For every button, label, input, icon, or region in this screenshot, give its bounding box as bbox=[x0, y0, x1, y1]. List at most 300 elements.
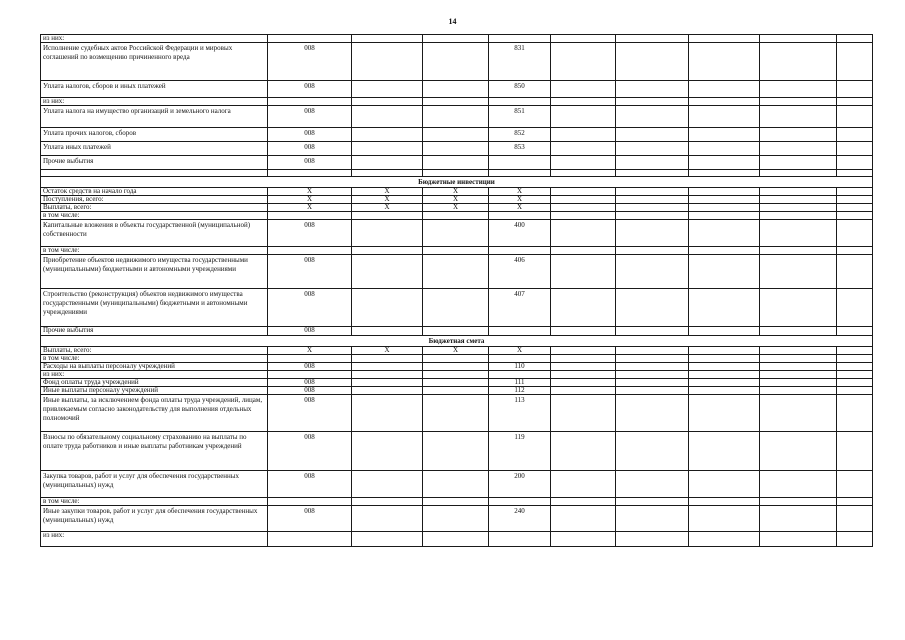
code-cell: 008 bbox=[268, 327, 352, 336]
value-cell bbox=[423, 170, 489, 177]
value-cell bbox=[551, 43, 616, 81]
value-cell bbox=[760, 98, 837, 106]
value-cell bbox=[423, 395, 489, 432]
value-cell bbox=[837, 347, 873, 355]
row-label-cell: Взносы по обязательному социальному страхованию на выплаты по оплате труда работников и иные выплаты работникам учреждений bbox=[41, 432, 268, 471]
value-cell bbox=[689, 156, 760, 170]
value-cell bbox=[551, 355, 616, 363]
value-cell bbox=[423, 247, 489, 255]
kbk-cell: 406 bbox=[489, 255, 551, 289]
value-cell bbox=[689, 220, 760, 247]
code-cell: X bbox=[268, 188, 352, 196]
kbk-cell bbox=[489, 212, 551, 220]
row-label-cell: Иные закупки товаров, работ и услуг для обеспечения государственных (муниципальных) нужд bbox=[41, 506, 268, 532]
value-cell bbox=[689, 188, 760, 196]
code-cell: 008 bbox=[268, 395, 352, 432]
row-label-cell: Выплаты, всего: bbox=[41, 347, 268, 355]
value-cell bbox=[616, 81, 689, 98]
kbk-cell: 831 bbox=[489, 43, 551, 81]
value-cell bbox=[689, 471, 760, 498]
value-cell bbox=[352, 220, 423, 247]
code-cell bbox=[268, 355, 352, 363]
code-cell: 008 bbox=[268, 128, 352, 142]
kbk-cell: 111 bbox=[489, 379, 551, 387]
table-row bbox=[41, 327, 873, 336]
row-label-cell: Уплата налога на имущество организаций и земельного налога bbox=[41, 106, 268, 128]
kbk-cell: 851 bbox=[489, 106, 551, 128]
value-cell bbox=[760, 347, 837, 355]
value-cell bbox=[551, 255, 616, 289]
value-cell: X bbox=[352, 196, 423, 204]
row-label-cell: из них: bbox=[41, 532, 268, 547]
value-cell bbox=[423, 498, 489, 506]
value-cell bbox=[423, 432, 489, 471]
value-cell bbox=[837, 156, 873, 170]
value-cell bbox=[760, 363, 837, 371]
value-cell bbox=[423, 98, 489, 106]
value-cell bbox=[837, 98, 873, 106]
row-label-cell: Исполнение судебных актов Российской Федерации и мировых соглашений по возмещению причиненного вреда bbox=[41, 43, 268, 81]
value-cell bbox=[760, 289, 837, 327]
value-cell bbox=[689, 395, 760, 432]
code-cell: X bbox=[268, 204, 352, 212]
value-cell bbox=[760, 387, 837, 395]
value-cell bbox=[423, 371, 489, 379]
value-cell bbox=[352, 379, 423, 387]
code-cell bbox=[268, 371, 352, 379]
value-cell bbox=[423, 212, 489, 220]
code-cell: 008 bbox=[268, 387, 352, 395]
value-cell bbox=[551, 81, 616, 98]
kbk-cell bbox=[489, 327, 551, 336]
value-cell bbox=[616, 371, 689, 379]
code-cell bbox=[268, 170, 352, 177]
value-cell bbox=[551, 379, 616, 387]
table-row bbox=[41, 220, 873, 247]
value-cell bbox=[352, 506, 423, 532]
value-cell bbox=[760, 220, 837, 247]
table-row bbox=[41, 196, 873, 204]
value-cell bbox=[760, 498, 837, 506]
table-row bbox=[41, 188, 873, 196]
value-cell bbox=[837, 471, 873, 498]
value-cell bbox=[352, 471, 423, 498]
table-row bbox=[41, 432, 873, 471]
value-cell: X bbox=[423, 204, 489, 212]
value-cell: X bbox=[423, 188, 489, 196]
value-cell bbox=[352, 35, 423, 43]
value-cell bbox=[352, 532, 423, 547]
value-cell bbox=[423, 471, 489, 498]
code-cell: 008 bbox=[268, 156, 352, 170]
value-cell bbox=[616, 387, 689, 395]
value-cell bbox=[837, 196, 873, 204]
value-cell bbox=[837, 506, 873, 532]
value-cell bbox=[551, 395, 616, 432]
value-cell bbox=[551, 106, 616, 128]
value-cell bbox=[616, 212, 689, 220]
value-cell bbox=[689, 255, 760, 289]
value-cell bbox=[551, 98, 616, 106]
code-cell: 008 bbox=[268, 363, 352, 371]
section-header-row bbox=[41, 336, 873, 347]
value-cell bbox=[423, 289, 489, 327]
value-cell bbox=[423, 506, 489, 532]
value-cell bbox=[760, 255, 837, 289]
value-cell bbox=[689, 170, 760, 177]
section-title: Бюджетные инвестиции bbox=[41, 177, 873, 188]
row-label-cell: из них: bbox=[41, 98, 268, 106]
value-cell bbox=[837, 35, 873, 43]
value-cell bbox=[837, 395, 873, 432]
row-label-cell: в том числе: bbox=[41, 212, 268, 220]
value-cell bbox=[423, 35, 489, 43]
value-cell bbox=[551, 128, 616, 142]
value-cell bbox=[760, 247, 837, 255]
value-cell bbox=[760, 81, 837, 98]
value-cell bbox=[837, 327, 873, 336]
budget-report-table bbox=[40, 34, 873, 547]
row-label-cell: в том числе: bbox=[41, 498, 268, 506]
value-cell bbox=[837, 170, 873, 177]
value-cell bbox=[760, 142, 837, 156]
row-label-cell: Иные выплаты, за исключением фонда оплаты труда учреждений, лицам, привлекаемым согласно законодательству для выполнения отдельных полномочий bbox=[41, 395, 268, 432]
value-cell bbox=[760, 204, 837, 212]
value-cell bbox=[616, 498, 689, 506]
value-cell bbox=[837, 432, 873, 471]
value-cell bbox=[689, 355, 760, 363]
value-cell bbox=[551, 35, 616, 43]
kbk-cell bbox=[489, 156, 551, 170]
value-cell bbox=[423, 106, 489, 128]
value-cell bbox=[837, 355, 873, 363]
row-label-cell bbox=[41, 170, 268, 177]
value-cell bbox=[616, 432, 689, 471]
value-cell bbox=[689, 106, 760, 128]
value-cell bbox=[760, 432, 837, 471]
code-cell: 008 bbox=[268, 506, 352, 532]
value-cell bbox=[551, 212, 616, 220]
table-row bbox=[41, 379, 873, 387]
value-cell bbox=[352, 43, 423, 81]
table-row bbox=[41, 142, 873, 156]
value-cell bbox=[352, 363, 423, 371]
kbk-cell: 400 bbox=[489, 220, 551, 247]
value-cell bbox=[551, 371, 616, 379]
value-cell bbox=[689, 371, 760, 379]
value-cell bbox=[352, 106, 423, 128]
value-cell bbox=[689, 142, 760, 156]
value-cell bbox=[689, 289, 760, 327]
code-cell bbox=[268, 532, 352, 547]
value-cell bbox=[616, 347, 689, 355]
value-cell: X bbox=[352, 188, 423, 196]
table-row bbox=[41, 98, 873, 106]
code-cell: 008 bbox=[268, 142, 352, 156]
code-cell: 008 bbox=[268, 220, 352, 247]
row-label-cell: Уплата налогов, сборов и иных платежей bbox=[41, 81, 268, 98]
value-cell bbox=[423, 128, 489, 142]
value-cell bbox=[837, 289, 873, 327]
value-cell bbox=[689, 204, 760, 212]
table-row bbox=[41, 471, 873, 498]
table-row bbox=[41, 347, 873, 355]
code-cell bbox=[268, 98, 352, 106]
value-cell bbox=[760, 106, 837, 128]
value-cell bbox=[352, 371, 423, 379]
table-row bbox=[41, 532, 873, 547]
table-row bbox=[41, 355, 873, 363]
kbk-cell: 113 bbox=[489, 395, 551, 432]
value-cell bbox=[760, 196, 837, 204]
value-cell bbox=[760, 395, 837, 432]
value-cell bbox=[423, 220, 489, 247]
table-row bbox=[41, 128, 873, 142]
value-cell bbox=[616, 355, 689, 363]
table-row bbox=[41, 247, 873, 255]
kbk-cell: 240 bbox=[489, 506, 551, 532]
value-cell bbox=[837, 379, 873, 387]
value-cell bbox=[837, 220, 873, 247]
code-cell: 008 bbox=[268, 81, 352, 98]
value-cell bbox=[760, 35, 837, 43]
kbk-cell: X bbox=[489, 196, 551, 204]
row-label-cell: Капитальные вложения в объекты государственной (муниципальной) собственности bbox=[41, 220, 268, 247]
value-cell bbox=[352, 81, 423, 98]
value-cell bbox=[837, 43, 873, 81]
code-cell: 008 bbox=[268, 432, 352, 471]
kbk-cell: X bbox=[489, 204, 551, 212]
value-cell bbox=[760, 128, 837, 142]
table-row bbox=[41, 106, 873, 128]
value-cell bbox=[689, 387, 760, 395]
value-cell bbox=[352, 98, 423, 106]
table-row bbox=[41, 289, 873, 327]
value-cell bbox=[837, 204, 873, 212]
value-cell bbox=[616, 379, 689, 387]
value-cell bbox=[616, 128, 689, 142]
value-cell bbox=[760, 43, 837, 81]
row-label-cell: Прочие выбытия bbox=[41, 327, 268, 336]
value-cell bbox=[837, 81, 873, 98]
table-row bbox=[41, 212, 873, 220]
value-cell bbox=[689, 327, 760, 336]
value-cell bbox=[352, 212, 423, 220]
code-cell: 008 bbox=[268, 379, 352, 387]
value-cell bbox=[352, 432, 423, 471]
value-cell bbox=[689, 196, 760, 204]
value-cell bbox=[616, 106, 689, 128]
row-label-cell: Прочие выбытия bbox=[41, 156, 268, 170]
table-row bbox=[41, 156, 873, 170]
value-cell bbox=[551, 142, 616, 156]
row-label-cell: Уплата прочих налогов, сборов bbox=[41, 128, 268, 142]
value-cell bbox=[760, 156, 837, 170]
value-cell bbox=[616, 43, 689, 81]
value-cell bbox=[689, 212, 760, 220]
value-cell bbox=[551, 532, 616, 547]
section-title: Бюджетная смета bbox=[41, 336, 873, 347]
code-cell: X bbox=[268, 347, 352, 355]
value-cell bbox=[616, 247, 689, 255]
value-cell bbox=[423, 355, 489, 363]
value-cell bbox=[616, 395, 689, 432]
kbk-cell: X bbox=[489, 347, 551, 355]
table-row bbox=[41, 387, 873, 395]
row-label-cell: в том числе: bbox=[41, 247, 268, 255]
value-cell bbox=[760, 212, 837, 220]
value-cell bbox=[551, 220, 616, 247]
value-cell bbox=[551, 498, 616, 506]
value-cell bbox=[837, 387, 873, 395]
row-label-cell: Остаток средств на начало года bbox=[41, 188, 268, 196]
kbk-cell: 119 bbox=[489, 432, 551, 471]
value-cell bbox=[837, 247, 873, 255]
value-cell bbox=[837, 255, 873, 289]
value-cell bbox=[551, 196, 616, 204]
value-cell bbox=[837, 188, 873, 196]
kbk-cell: X bbox=[489, 188, 551, 196]
code-cell bbox=[268, 35, 352, 43]
value-cell bbox=[689, 81, 760, 98]
value-cell bbox=[423, 387, 489, 395]
kbk-cell: 853 bbox=[489, 142, 551, 156]
table-row bbox=[41, 255, 873, 289]
row-label-cell: Фонд оплаты труда учреждений bbox=[41, 379, 268, 387]
section-header-row bbox=[41, 177, 873, 188]
value-cell bbox=[551, 289, 616, 327]
row-label-cell: Строительство (реконструкция) объектов недвижимого имущества государственными (муниципальными) бюджетными и автономными учреждениями bbox=[41, 289, 268, 327]
kbk-cell: 852 bbox=[489, 128, 551, 142]
value-cell bbox=[837, 371, 873, 379]
value-cell bbox=[616, 142, 689, 156]
value-cell bbox=[689, 98, 760, 106]
value-cell bbox=[760, 532, 837, 547]
kbk-cell bbox=[489, 498, 551, 506]
value-cell bbox=[551, 327, 616, 336]
table-row bbox=[41, 81, 873, 98]
value-cell bbox=[616, 471, 689, 498]
table-row bbox=[41, 204, 873, 212]
value-cell bbox=[616, 204, 689, 212]
value-cell: X bbox=[423, 347, 489, 355]
value-cell bbox=[760, 170, 837, 177]
value-cell bbox=[352, 355, 423, 363]
value-cell bbox=[551, 471, 616, 498]
value-cell bbox=[689, 432, 760, 471]
value-cell bbox=[551, 432, 616, 471]
value-cell: X bbox=[352, 204, 423, 212]
table-row bbox=[41, 43, 873, 81]
value-cell bbox=[551, 347, 616, 355]
value-cell: X bbox=[423, 196, 489, 204]
row-label-cell: Расходы на выплаты персоналу учреждений bbox=[41, 363, 268, 371]
value-cell bbox=[760, 371, 837, 379]
value-cell bbox=[352, 255, 423, 289]
kbk-cell: 112 bbox=[489, 387, 551, 395]
kbk-cell: 110 bbox=[489, 363, 551, 371]
kbk-cell: 407 bbox=[489, 289, 551, 327]
value-cell bbox=[760, 355, 837, 363]
row-label-cell: Поступления, всего: bbox=[41, 196, 268, 204]
table-row bbox=[41, 498, 873, 506]
row-label-cell: из них: bbox=[41, 35, 268, 43]
value-cell bbox=[423, 363, 489, 371]
row-label-cell: из них: bbox=[41, 371, 268, 379]
kbk-cell: 850 bbox=[489, 81, 551, 98]
value-cell bbox=[423, 43, 489, 81]
code-cell bbox=[268, 247, 352, 255]
value-cell bbox=[616, 170, 689, 177]
value-cell bbox=[760, 379, 837, 387]
row-label-cell: Приобретение объектов недвижимого имущества государственными (муниципальными) бюджетными и автономными учреждениями bbox=[41, 255, 268, 289]
value-cell bbox=[352, 170, 423, 177]
value-cell bbox=[616, 196, 689, 204]
code-cell: 008 bbox=[268, 106, 352, 128]
value-cell bbox=[837, 532, 873, 547]
row-label-cell: Закупка товаров, работ и услуг для обеспечения государственных (муниципальных) нужд bbox=[41, 471, 268, 498]
value-cell bbox=[689, 347, 760, 355]
table-row bbox=[41, 35, 873, 43]
value-cell bbox=[423, 156, 489, 170]
value-cell bbox=[616, 255, 689, 289]
value-cell bbox=[689, 43, 760, 81]
value-cell bbox=[837, 212, 873, 220]
value-cell bbox=[551, 188, 616, 196]
value-cell: X bbox=[352, 347, 423, 355]
value-cell bbox=[551, 506, 616, 532]
page-number: 14 bbox=[448, 17, 457, 26]
value-cell bbox=[760, 188, 837, 196]
code-cell: X bbox=[268, 196, 352, 204]
value-cell bbox=[689, 506, 760, 532]
table-row bbox=[41, 363, 873, 371]
value-cell bbox=[837, 363, 873, 371]
value-cell bbox=[837, 142, 873, 156]
value-cell bbox=[837, 106, 873, 128]
value-cell bbox=[551, 387, 616, 395]
value-cell bbox=[423, 81, 489, 98]
row-label-cell: в том числе: bbox=[41, 355, 268, 363]
value-cell bbox=[616, 188, 689, 196]
code-cell: 008 bbox=[268, 255, 352, 289]
value-cell bbox=[352, 156, 423, 170]
value-cell bbox=[837, 128, 873, 142]
value-cell bbox=[551, 204, 616, 212]
value-cell bbox=[689, 247, 760, 255]
code-cell: 008 bbox=[268, 471, 352, 498]
value-cell bbox=[423, 142, 489, 156]
value-cell bbox=[760, 471, 837, 498]
value-cell bbox=[689, 128, 760, 142]
row-label-cell: Иные выплаты персоналу учреждений bbox=[41, 387, 268, 395]
value-cell bbox=[616, 289, 689, 327]
kbk-cell bbox=[489, 170, 551, 177]
kbk-cell bbox=[489, 35, 551, 43]
value-cell bbox=[423, 327, 489, 336]
kbk-cell bbox=[489, 247, 551, 255]
value-cell bbox=[689, 379, 760, 387]
value-cell bbox=[352, 128, 423, 142]
value-cell bbox=[352, 142, 423, 156]
code-cell: 008 bbox=[268, 43, 352, 81]
value-cell bbox=[352, 387, 423, 395]
row-label-cell: Выплаты, всего: bbox=[41, 204, 268, 212]
value-cell bbox=[352, 247, 423, 255]
value-cell bbox=[551, 156, 616, 170]
value-cell bbox=[616, 327, 689, 336]
code-cell bbox=[268, 498, 352, 506]
